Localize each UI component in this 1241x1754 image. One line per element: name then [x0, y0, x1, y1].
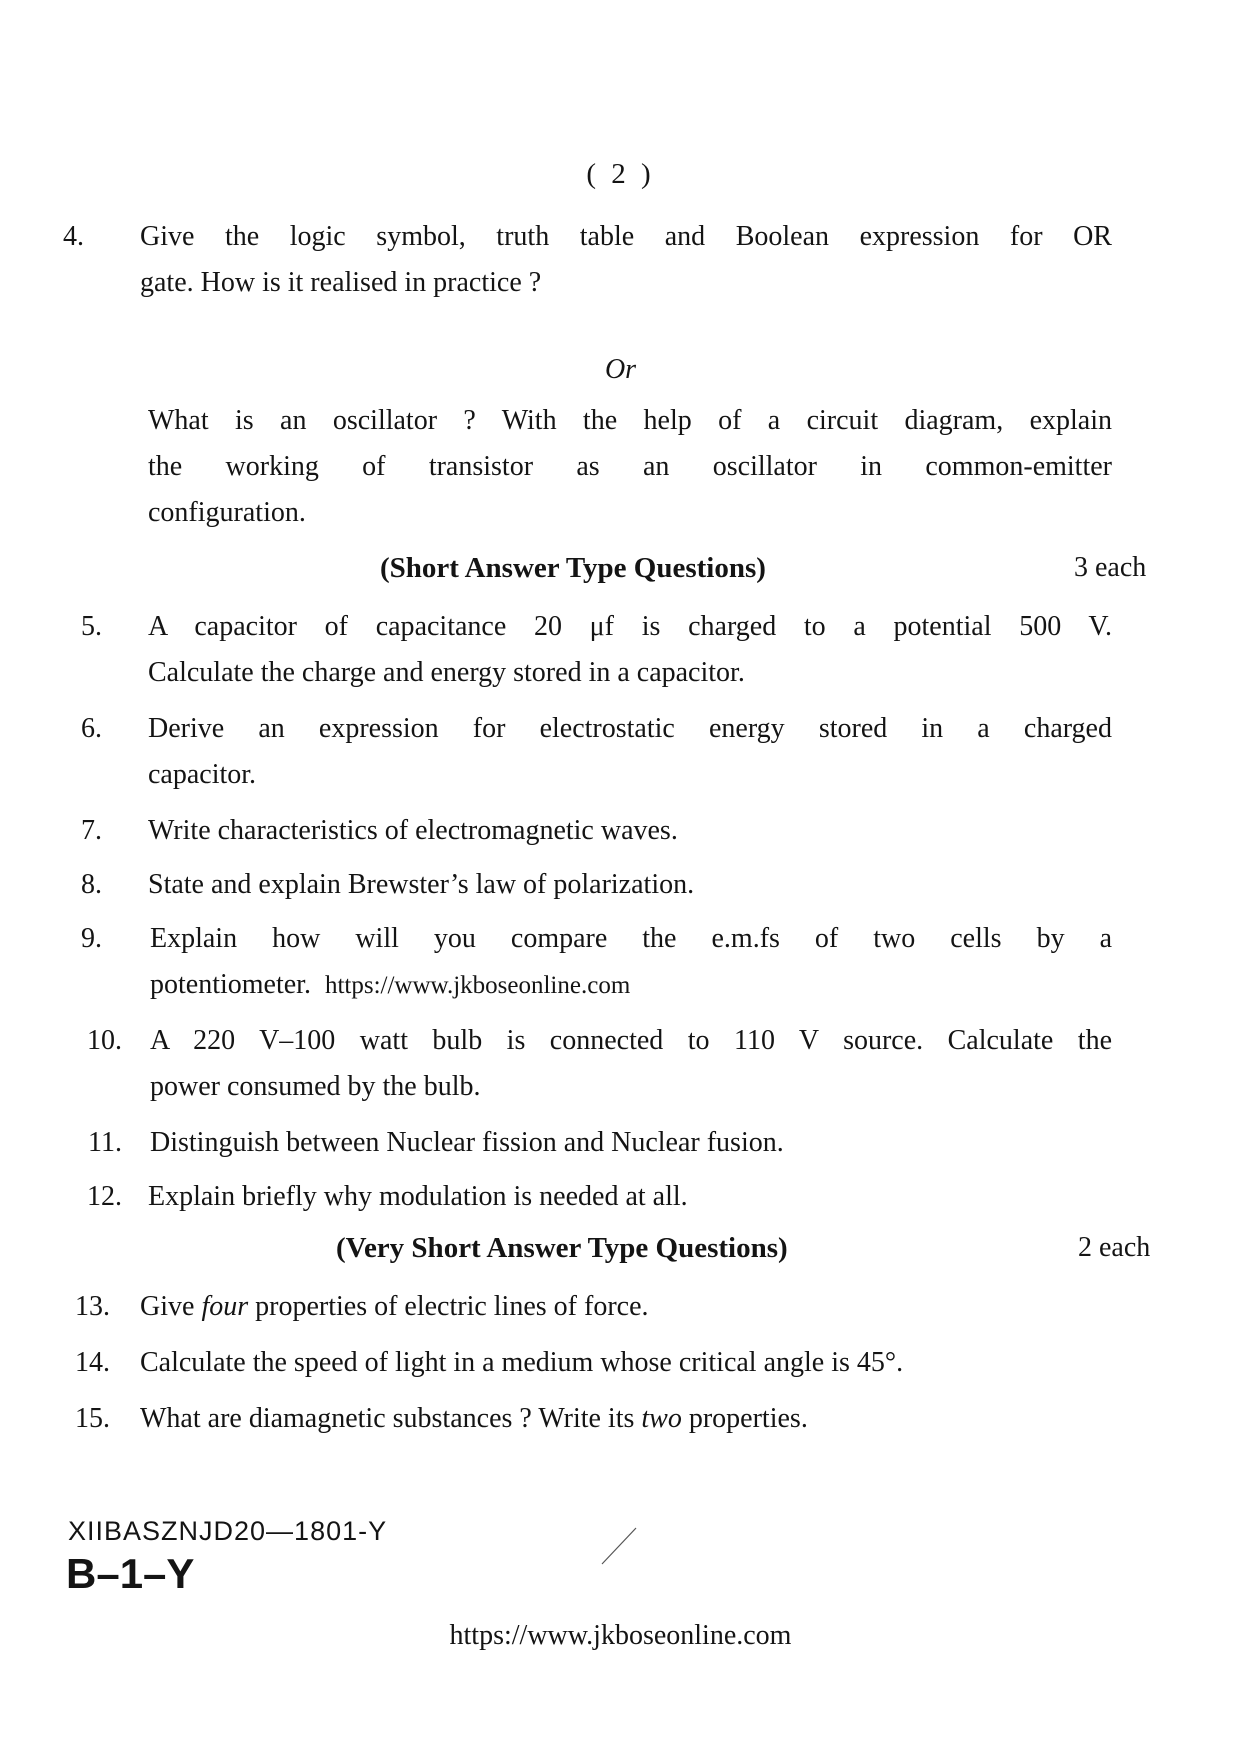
question-line: A capacitor of capacitance 20 μf is charged to a potential 500 V. [148, 611, 1112, 642]
question-number: 9. [81, 923, 102, 954]
pen-stroke-mark [600, 1526, 640, 1566]
question-line: Write characteristics of electromagnetic waves. [148, 815, 678, 846]
question-text [148, 1174, 1112, 1220]
question-line: What is an oscillator ? With the help of a circuit diagram, explain [148, 405, 1112, 436]
question-text [148, 862, 1112, 908]
section-title: (Very Short Answer Type Questions) [336, 1232, 788, 1264]
question-number: 10. [87, 1025, 122, 1056]
section-marks: 3 each [1074, 552, 1147, 583]
question-line: Calculate the speed of light in a medium whose critical angle is 45°. [140, 1347, 904, 1378]
question-text [150, 1018, 1112, 1110]
question-line: Derive an expression for electrostatic energy stored in a charged [148, 713, 1112, 744]
question-text-part: properties of electric lines of force. [248, 1291, 649, 1322]
question-text [148, 706, 1112, 798]
question-number: 15. [75, 1403, 110, 1434]
question-line: the working of transistor as an oscillator in common-emitter [148, 451, 1112, 482]
section-marks: 2 each [1078, 1232, 1151, 1263]
question-line: State and explain Brewster’s law of polarization. [148, 869, 695, 900]
question-number: 11. [88, 1127, 122, 1158]
question-line: power consumed by the bulb. [150, 1071, 481, 1102]
question-line: Give the logic symbol, truth table and Boolean expression for OR [140, 221, 1112, 252]
question-number: 12. [87, 1181, 122, 1212]
question-line: Calculate the charge and energy stored in a capacitor. [148, 657, 745, 688]
question-number: 14. [75, 1347, 110, 1378]
question-number: 8. [81, 869, 102, 900]
paper-code: XIIBASZNJD20—1801-Y [68, 1516, 388, 1546]
question-text [150, 1120, 1112, 1166]
question-line: gate. How is it realised in practice ? [140, 267, 542, 298]
question-line: Distinguish between Nuclear fission and Nuclear fusion. [150, 1127, 784, 1158]
question-text-emphasis: two [641, 1403, 682, 1434]
question-text-part: Give [140, 1291, 202, 1322]
question-text [140, 1340, 1112, 1386]
section-title: (Short Answer Type Questions) [380, 552, 766, 584]
question-text-part: properties. [681, 1403, 808, 1434]
question-line: A 220 V–100 watt bulb is connected to 110 V source. Calculate the [150, 1025, 1112, 1056]
question-text [150, 916, 1112, 1009]
question-text-part: What are diamagnetic substances ? Write its [140, 1403, 642, 1434]
set-code: B–1–Y [66, 1550, 195, 1597]
question-line: configuration. [148, 497, 306, 528]
footer-url: https://www.jkboseonline.com [449, 1620, 792, 1651]
or-separator: Or [604, 354, 637, 385]
question-text [140, 1396, 1112, 1442]
question-text-emphasis: four [201, 1291, 249, 1322]
page-number: ( 2 ) [586, 158, 655, 190]
question-number: 13. [75, 1291, 110, 1322]
watermark-url: https://www.jkboseonline.com [324, 972, 631, 999]
question-number: 4. [63, 221, 84, 252]
question-text [140, 214, 1112, 306]
question-text [148, 808, 1112, 854]
question-text [148, 398, 1112, 536]
question-text [140, 1284, 1112, 1330]
question-line: capacitor. [148, 759, 257, 790]
question-line: potentiometer. [150, 969, 311, 1000]
question-line: Explain how will you compare the e.m.fs of two cells by a [150, 923, 1112, 954]
question-text [148, 604, 1112, 696]
question-number: 5. [81, 611, 102, 642]
question-line: Explain briefly why modulation is needed at all. [148, 1181, 688, 1212]
question-number: 7. [81, 815, 102, 846]
question-number: 6. [81, 713, 102, 744]
